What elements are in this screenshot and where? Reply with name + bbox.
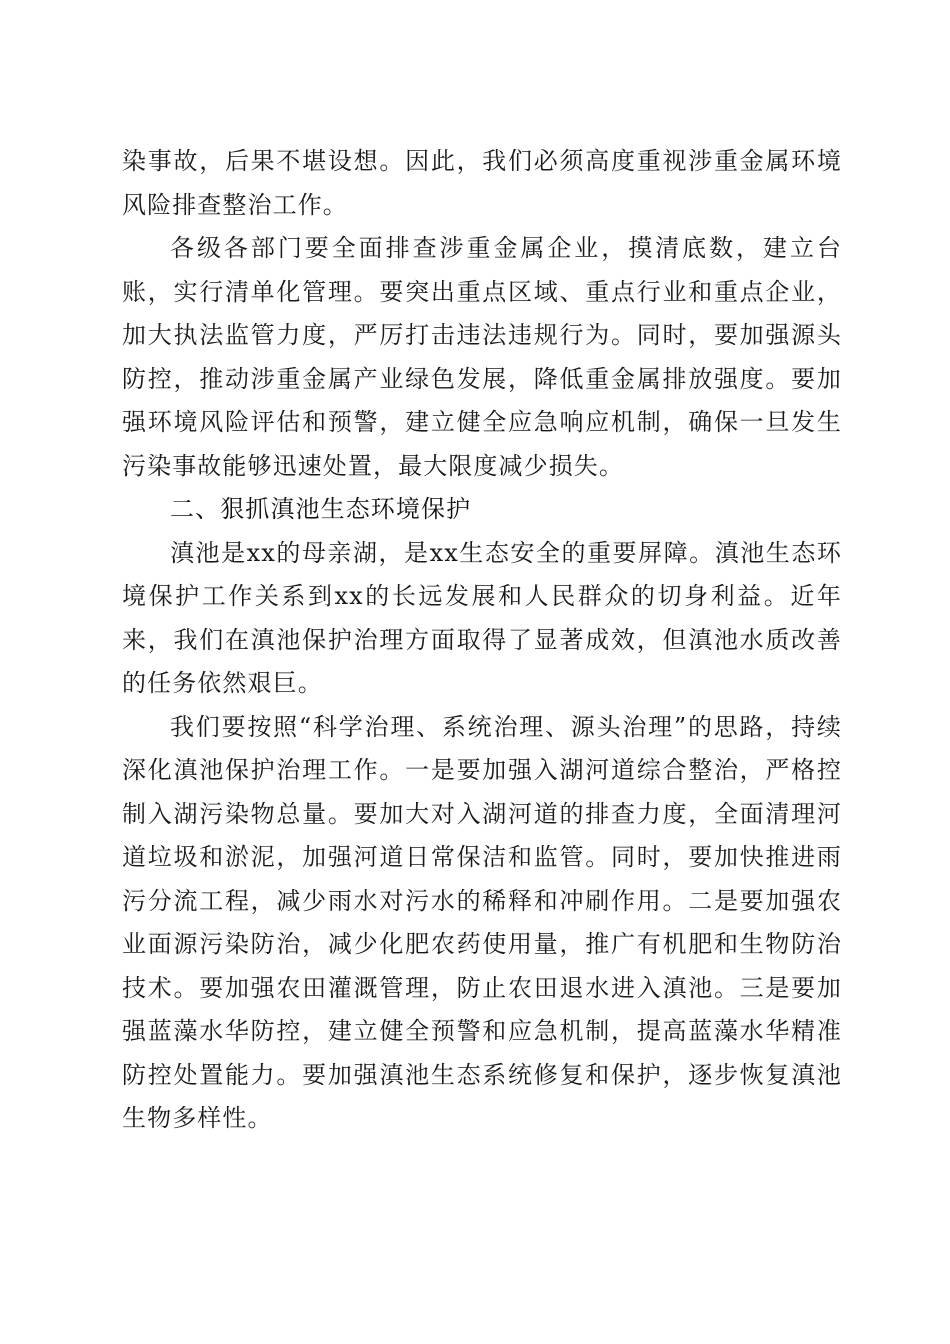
paragraph-dianchi-measures: 我们要按照“科学治理、系统治理、源头治理”的思路，持续深化滇池保护治理工作。一是要加强入湖河道综合整治，严格控制入湖污染物总量。要加大对入湖河道的排查力度，全面清理河道垃圾和淤泥，加强河道日常保洁和监管。同时，要加快推进雨污分流工程，减少雨水对污水的稀释和冲刷作用。二是要加强农业面源污染防治，减少化肥农药使用量，推广有机肥和生物防治技术。要加强农田灌溉管理，防止农田退水进入滇池。三是要加强蓝藻水华防控，建立健全预警和应急机制，提高蓝藻水华精准防控处置能力。要加强滇池生态系统修复和保护，逐步恢复滇池生物多样性。 (122, 712, 842, 1132)
paragraph-dianchi-intro: 滇池是xx的母亲湖，是xx生态安全的重要屏障。滇池生态环境保护工作关系到xx的长远发展和人民群众的切身利益。近年来，我们在滇池保护治理方面取得了显著成效，但滇池水质改善的任务依然艰巨。 (122, 538, 842, 697)
section-heading: 二、狠抓滇池生态环境保护 (170, 495, 472, 523)
paragraph-continuation: 染事故，后果不堪设想。因此，我们必须高度重视涉重金属环境风险排查整治工作。 (122, 147, 842, 219)
document-body (122, 140, 842, 1141)
paragraph-heavy-metal-inspection: 各级各部门要全面排查涉重金属企业，摸清底数，建立台账，实行清单化管理。要突出重点区域、重点行业和重点企业，加大执法监管力度，严厉打击违法违规行为。同时，要加强源头防控，推动涉重金属产业绿色发展，降低重金属排放强度。要加强环境风险评估和预警，建立健全应急响应机制，确保一旦发生污染事故能够迅速处置，最大限度减少损失。 (122, 234, 842, 480)
